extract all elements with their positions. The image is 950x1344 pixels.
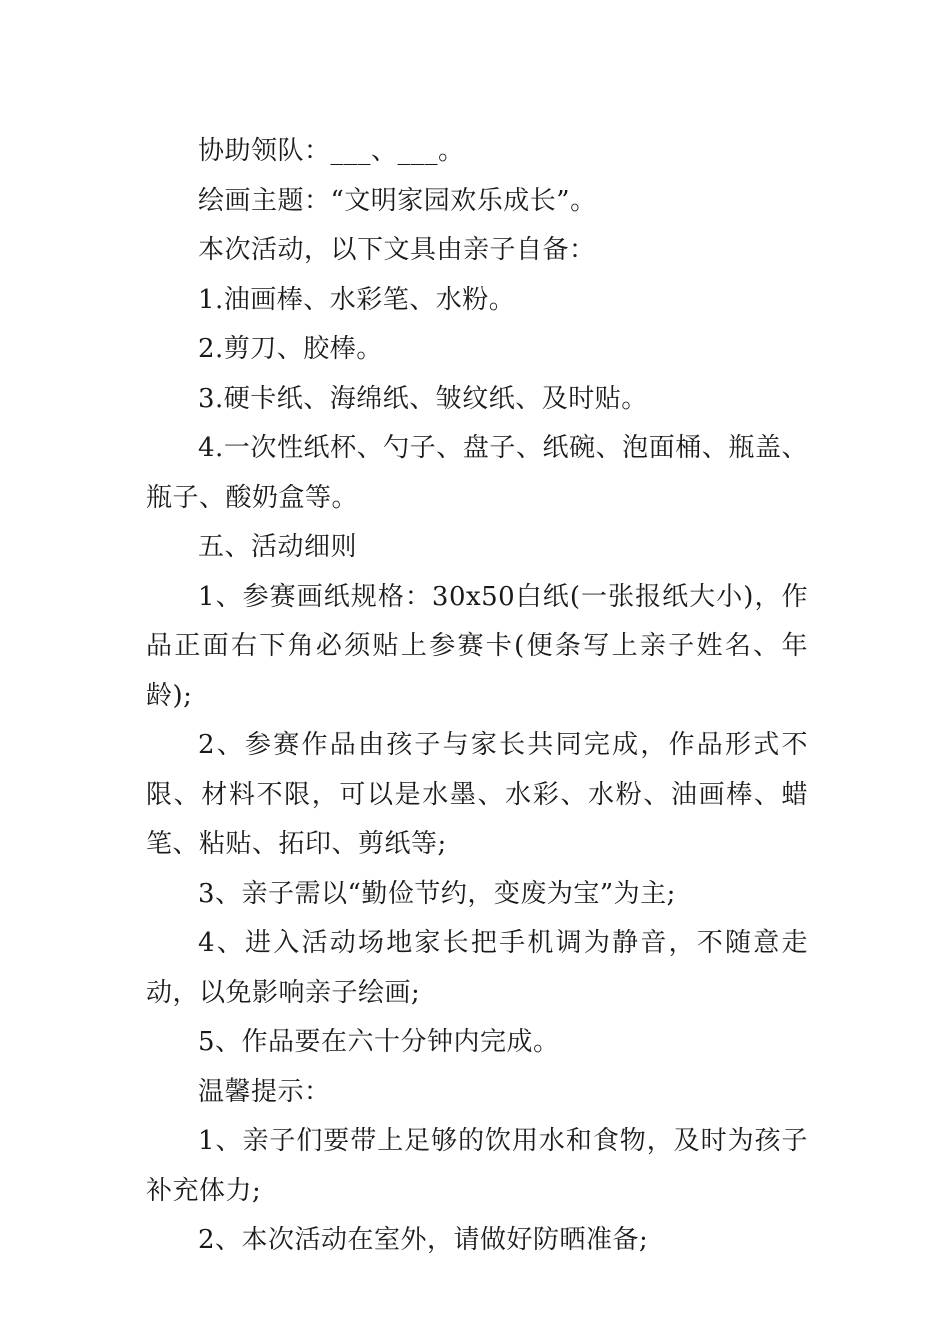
paragraph-rule-4: 4、进入活动场地家长把手机调为静音，不随意走动，以免影响亲子绘画; [146, 928, 808, 1008]
paragraph-drawing-theme: 绘画主题：“文明家园欢乐成长”。 [198, 185, 597, 216]
paragraph-supplies-item-2: 2.剪刀、胶棒。 [198, 334, 383, 364]
paragraph-supplies-item-3: 3.硬卡纸、海绵纸、皱纹纸、及时贴。 [198, 383, 648, 414]
section-heading-tips: 温馨提示： [198, 1076, 331, 1107]
document-body [146, 127, 808, 1266]
paragraph-assistant-leaders: 协助领队：___、___。 [198, 136, 465, 166]
paragraph-rule-5: 5、作品要在六十分钟内完成。 [198, 1027, 560, 1057]
paragraph-supplies-item-4: 4.一次性纸杯、勺子、盘子、纸碗、泡面桶、瓶盖、瓶子、酸奶盒等。 [146, 433, 808, 513]
paragraph-rule-3: 3、亲子需以“勤俭节约，变废为宝”为主; [198, 878, 676, 909]
paragraph-supplies-intro: 本次活动，以下文具由亲子自备： [198, 235, 596, 265]
paragraph-tip-1: 1、亲子们要带上足够的饮用水和食物，及时为孩子补充体力; [146, 1126, 808, 1206]
paragraph-supplies-item-1: 1.油画棒、水彩笔、水粉。 [198, 284, 516, 315]
paragraph-rule-2: 2、参赛作品由孩子与家长共同完成，作品形式不限、材料不限，可以是水墨、水彩、水粉、油画棒、蜡笔、粘贴、拓印、剪纸等; [146, 730, 808, 859]
paragraph-tip-2: 2、本次活动在室外，请做好防晒准备; [198, 1225, 649, 1255]
paragraph-rule-1: 1、参赛画纸规格：30x50白纸(一张报纸大小)，作品正面右下角必须贴上参赛卡(便条写上亲子姓名、年龄); [146, 581, 808, 711]
section-heading-rules: 五、活动细则 [198, 532, 358, 562]
